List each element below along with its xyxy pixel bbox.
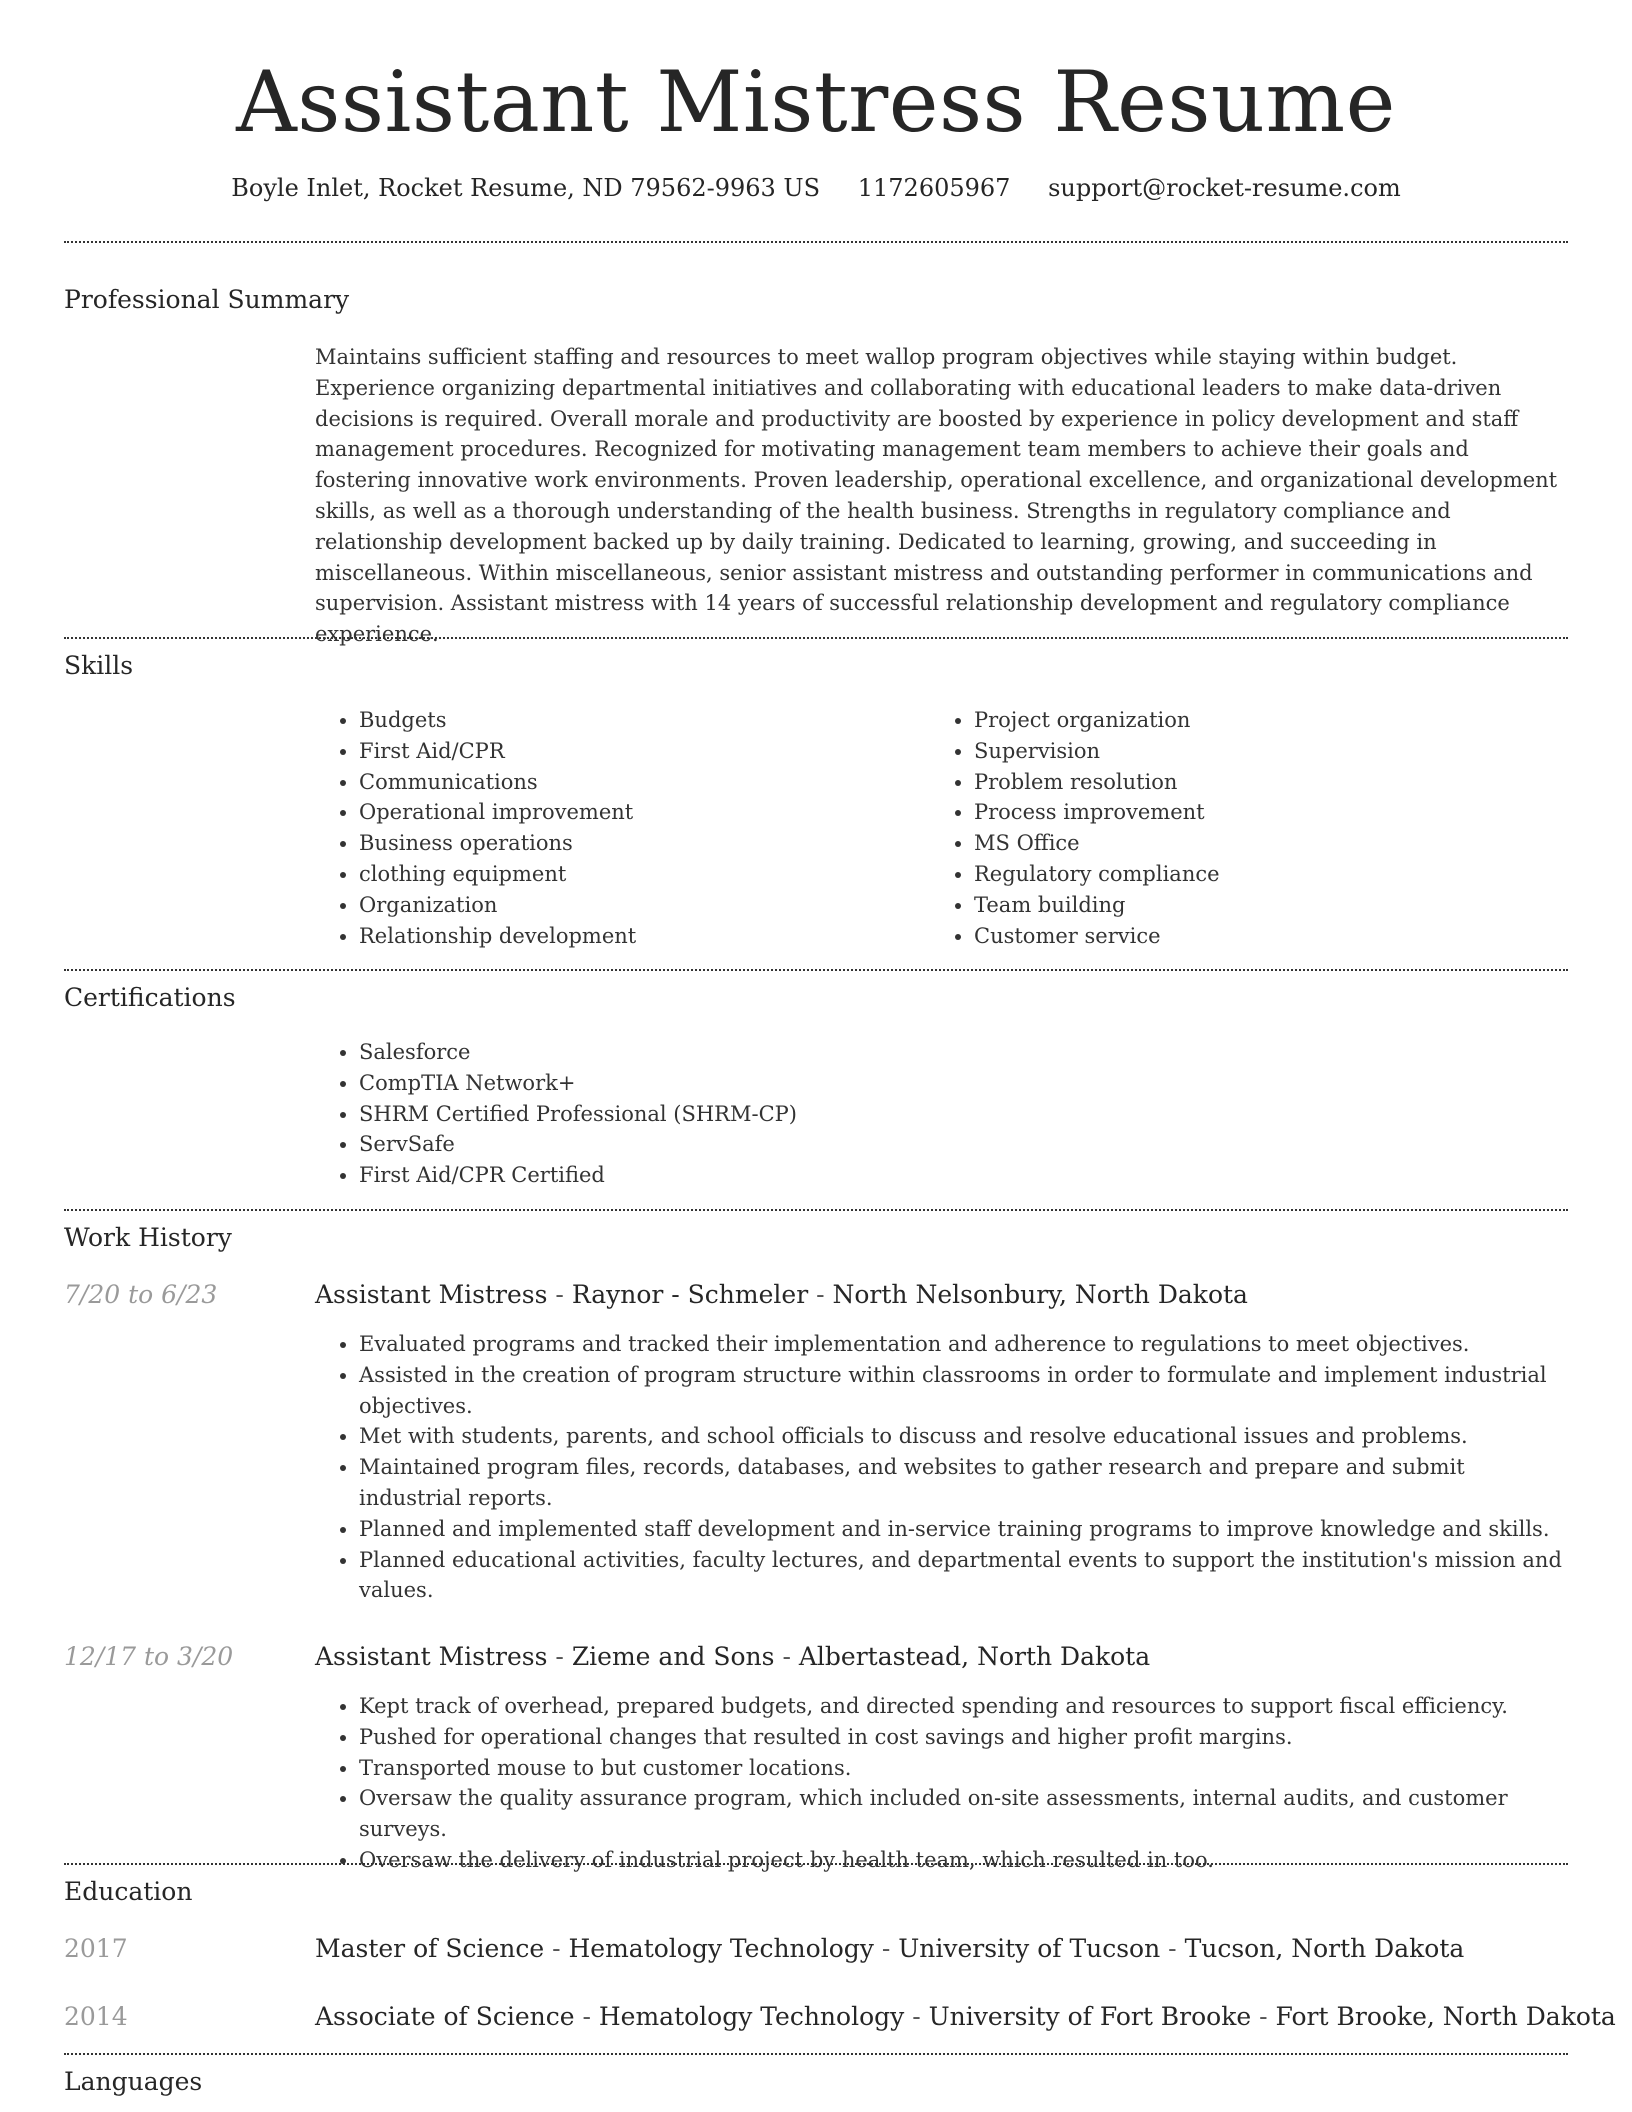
contact-address: Boyle Inlet, Rocket Resume, ND 79562-9963 US <box>231 174 821 202</box>
separator: - <box>544 1934 569 1963</box>
languages-heading: Languages <box>64 2067 203 2096</box>
skills-heading: Skills <box>64 651 134 680</box>
skill-item: • Communications <box>359 767 919 798</box>
job-bullet: • Transported mouse to but customer locations. <box>359 1753 1570 1784</box>
separator: - <box>873 1934 899 1963</box>
separator: - <box>808 1280 833 1309</box>
job-dates: 12/17 to 3/20 <box>64 1642 234 1671</box>
job-bullet: • Met with students, parents, and school officials to discuss and resolve educational issues and problems. <box>359 1421 1570 1452</box>
education-year: 2014 <box>64 2002 128 2031</box>
job-bullets <box>315 1329 1570 1606</box>
work-history-heading: Work History <box>64 1223 232 1252</box>
skill-item: • Team building <box>974 890 1574 921</box>
resume-title: Assistant Mistress Resume <box>236 53 1396 151</box>
skill-item: • Budgets <box>359 705 919 736</box>
job-title: Assistant Mistress <box>315 1280 548 1309</box>
job-company: Raynor - Schmeler <box>571 1280 809 1309</box>
separator: - <box>1160 1934 1185 1963</box>
skill-item: • Organization <box>359 890 919 921</box>
education-degree: Associate of Science <box>315 2002 575 2031</box>
skill-item: • Operational improvement <box>359 797 919 828</box>
section-divider <box>64 969 1568 971</box>
skill-item: • Relationship development <box>359 921 919 952</box>
job-title: Assistant Mistress <box>315 1642 548 1671</box>
certification-item: • Salesforce <box>359 1037 1559 1068</box>
skills-list-right <box>930 705 1574 951</box>
contact-phone: 1172605967 <box>857 174 1011 202</box>
certification-item: • CompTIA Network+ <box>359 1068 1559 1099</box>
section-divider <box>64 2053 1568 2055</box>
education-location: Tucson, North Dakota <box>1184 1934 1465 1963</box>
separator: - <box>547 1642 572 1671</box>
certification-item: • ServSafe <box>359 1129 1559 1160</box>
skill-item: • clothing equipment <box>359 859 919 890</box>
certifications-list <box>315 1037 1559 1191</box>
education-location: Fort Brooke, North Dakota <box>1275 2002 1616 2031</box>
section-divider <box>64 1863 1568 1865</box>
education-entry <box>315 2001 1616 2033</box>
separator: - <box>574 2002 599 2031</box>
education-school: University of Fort Brooke <box>928 2002 1252 2031</box>
contact-email[interactable]: support@rocket-resume.com <box>1048 174 1401 202</box>
job-bullet: • Oversaw the delivery of industrial project by health team, which resulted in too. <box>359 1845 1570 1876</box>
job-bullet: • Oversaw the quality assurance program, which included on-site assessments, internal audits, and customer surveys. <box>359 1783 1570 1845</box>
job-bullet: • Planned and implemented staff development and in-service training programs to improve knowledge and skills. <box>359 1514 1570 1545</box>
certification-item: • SHRM Certified Professional (SHRM-CP) <box>359 1099 1559 1130</box>
skill-item: • Process improvement <box>974 797 1574 828</box>
summary-text: Maintains sufficient staffing and resources to meet wallop program objectives while staying within budget. Experience organizing departmental initiatives and collaborating with educational leaders to make data-driven decisions is required. Overall morale and productivity are boosted by experience in policy development and staff management procedures. Recognized for motivating management team members to achieve their goals and fostering innovative work environments. Proven leadership, operational excellence, and organizational development skills, as well as a thorough understanding of the health business. Strengths in regulatory compliance and relationship development backed up by daily training. Dedicated to learning, growing, and succeeding in miscellaneous. Within miscellaneous, senior assistant mistress and outstanding performer in communications and supervision. Assistant mistress with 14 years of successful relationship development and regulatory compliance experience. <box>315 345 1558 647</box>
certifications-heading: Certifications <box>64 983 236 1012</box>
section-divider <box>64 241 1568 243</box>
skill-item: • Problem resolution <box>974 767 1574 798</box>
job-bullet: • Planned educational activities, faculty lectures, and departmental events to support the institution's mission and values. <box>359 1545 1570 1607</box>
job-header <box>315 1279 1248 1311</box>
skill-item: • MS Office <box>974 828 1574 859</box>
contact-line <box>0 172 1632 204</box>
education-entry <box>315 1933 1464 1965</box>
education-field: Hematology Technology <box>598 2002 905 2031</box>
skill-item: • Business operations <box>359 828 919 859</box>
skill-item: • Regulatory compliance <box>974 859 1574 890</box>
job-location: Albertastead, North Dakota <box>798 1642 1151 1671</box>
job-company: Zieme and Sons <box>571 1642 775 1671</box>
separator: - <box>1251 2002 1276 2031</box>
skill-item: • Customer service <box>974 921 1574 952</box>
job-header <box>315 1641 1150 1673</box>
skill-item: • Project organization <box>974 705 1574 736</box>
job-dates: 7/20 to 6/23 <box>64 1280 218 1309</box>
summary-heading: Professional Summary <box>64 285 350 314</box>
separator: - <box>774 1642 799 1671</box>
job-bullets <box>315 1691 1570 1876</box>
certification-item: • First Aid/CPR Certified <box>359 1160 1559 1191</box>
job-bullet: • Assisted in the creation of program structure within classrooms in order to formulate and implement industrial objectives. <box>359 1360 1570 1422</box>
job-bullet: • Evaluated programs and tracked their implementation and adherence to regulations to meet objectives. <box>359 1329 1570 1360</box>
education-heading: Education <box>64 1877 193 1906</box>
education-degree: Master of Science <box>315 1934 545 1963</box>
skills-list-left <box>315 705 919 951</box>
education-year: 2017 <box>64 1934 128 1963</box>
separator: - <box>904 2002 929 2031</box>
job-bullet: • Kept track of overhead, prepared budgets, and directed spending and resources to support fiscal efficiency. <box>359 1691 1570 1722</box>
skill-item: • First Aid/CPR <box>359 736 919 767</box>
job-location: North Nelsonbury, North Dakota <box>832 1280 1248 1309</box>
section-divider <box>64 637 1568 639</box>
education-field: Hematology Technology <box>568 1934 874 1963</box>
skill-item: • Supervision <box>974 736 1574 767</box>
job-bullet: • Pushed for operational changes that resulted in cost savings and higher profit margins. <box>359 1722 1570 1753</box>
education-school: University of Tucson <box>898 1934 1161 1963</box>
separator: - <box>547 1280 572 1309</box>
job-bullet: • Maintained program files, records, databases, and websites to gather research and prepare and submit industrial reports. <box>359 1452 1570 1514</box>
section-divider <box>64 1209 1568 1211</box>
